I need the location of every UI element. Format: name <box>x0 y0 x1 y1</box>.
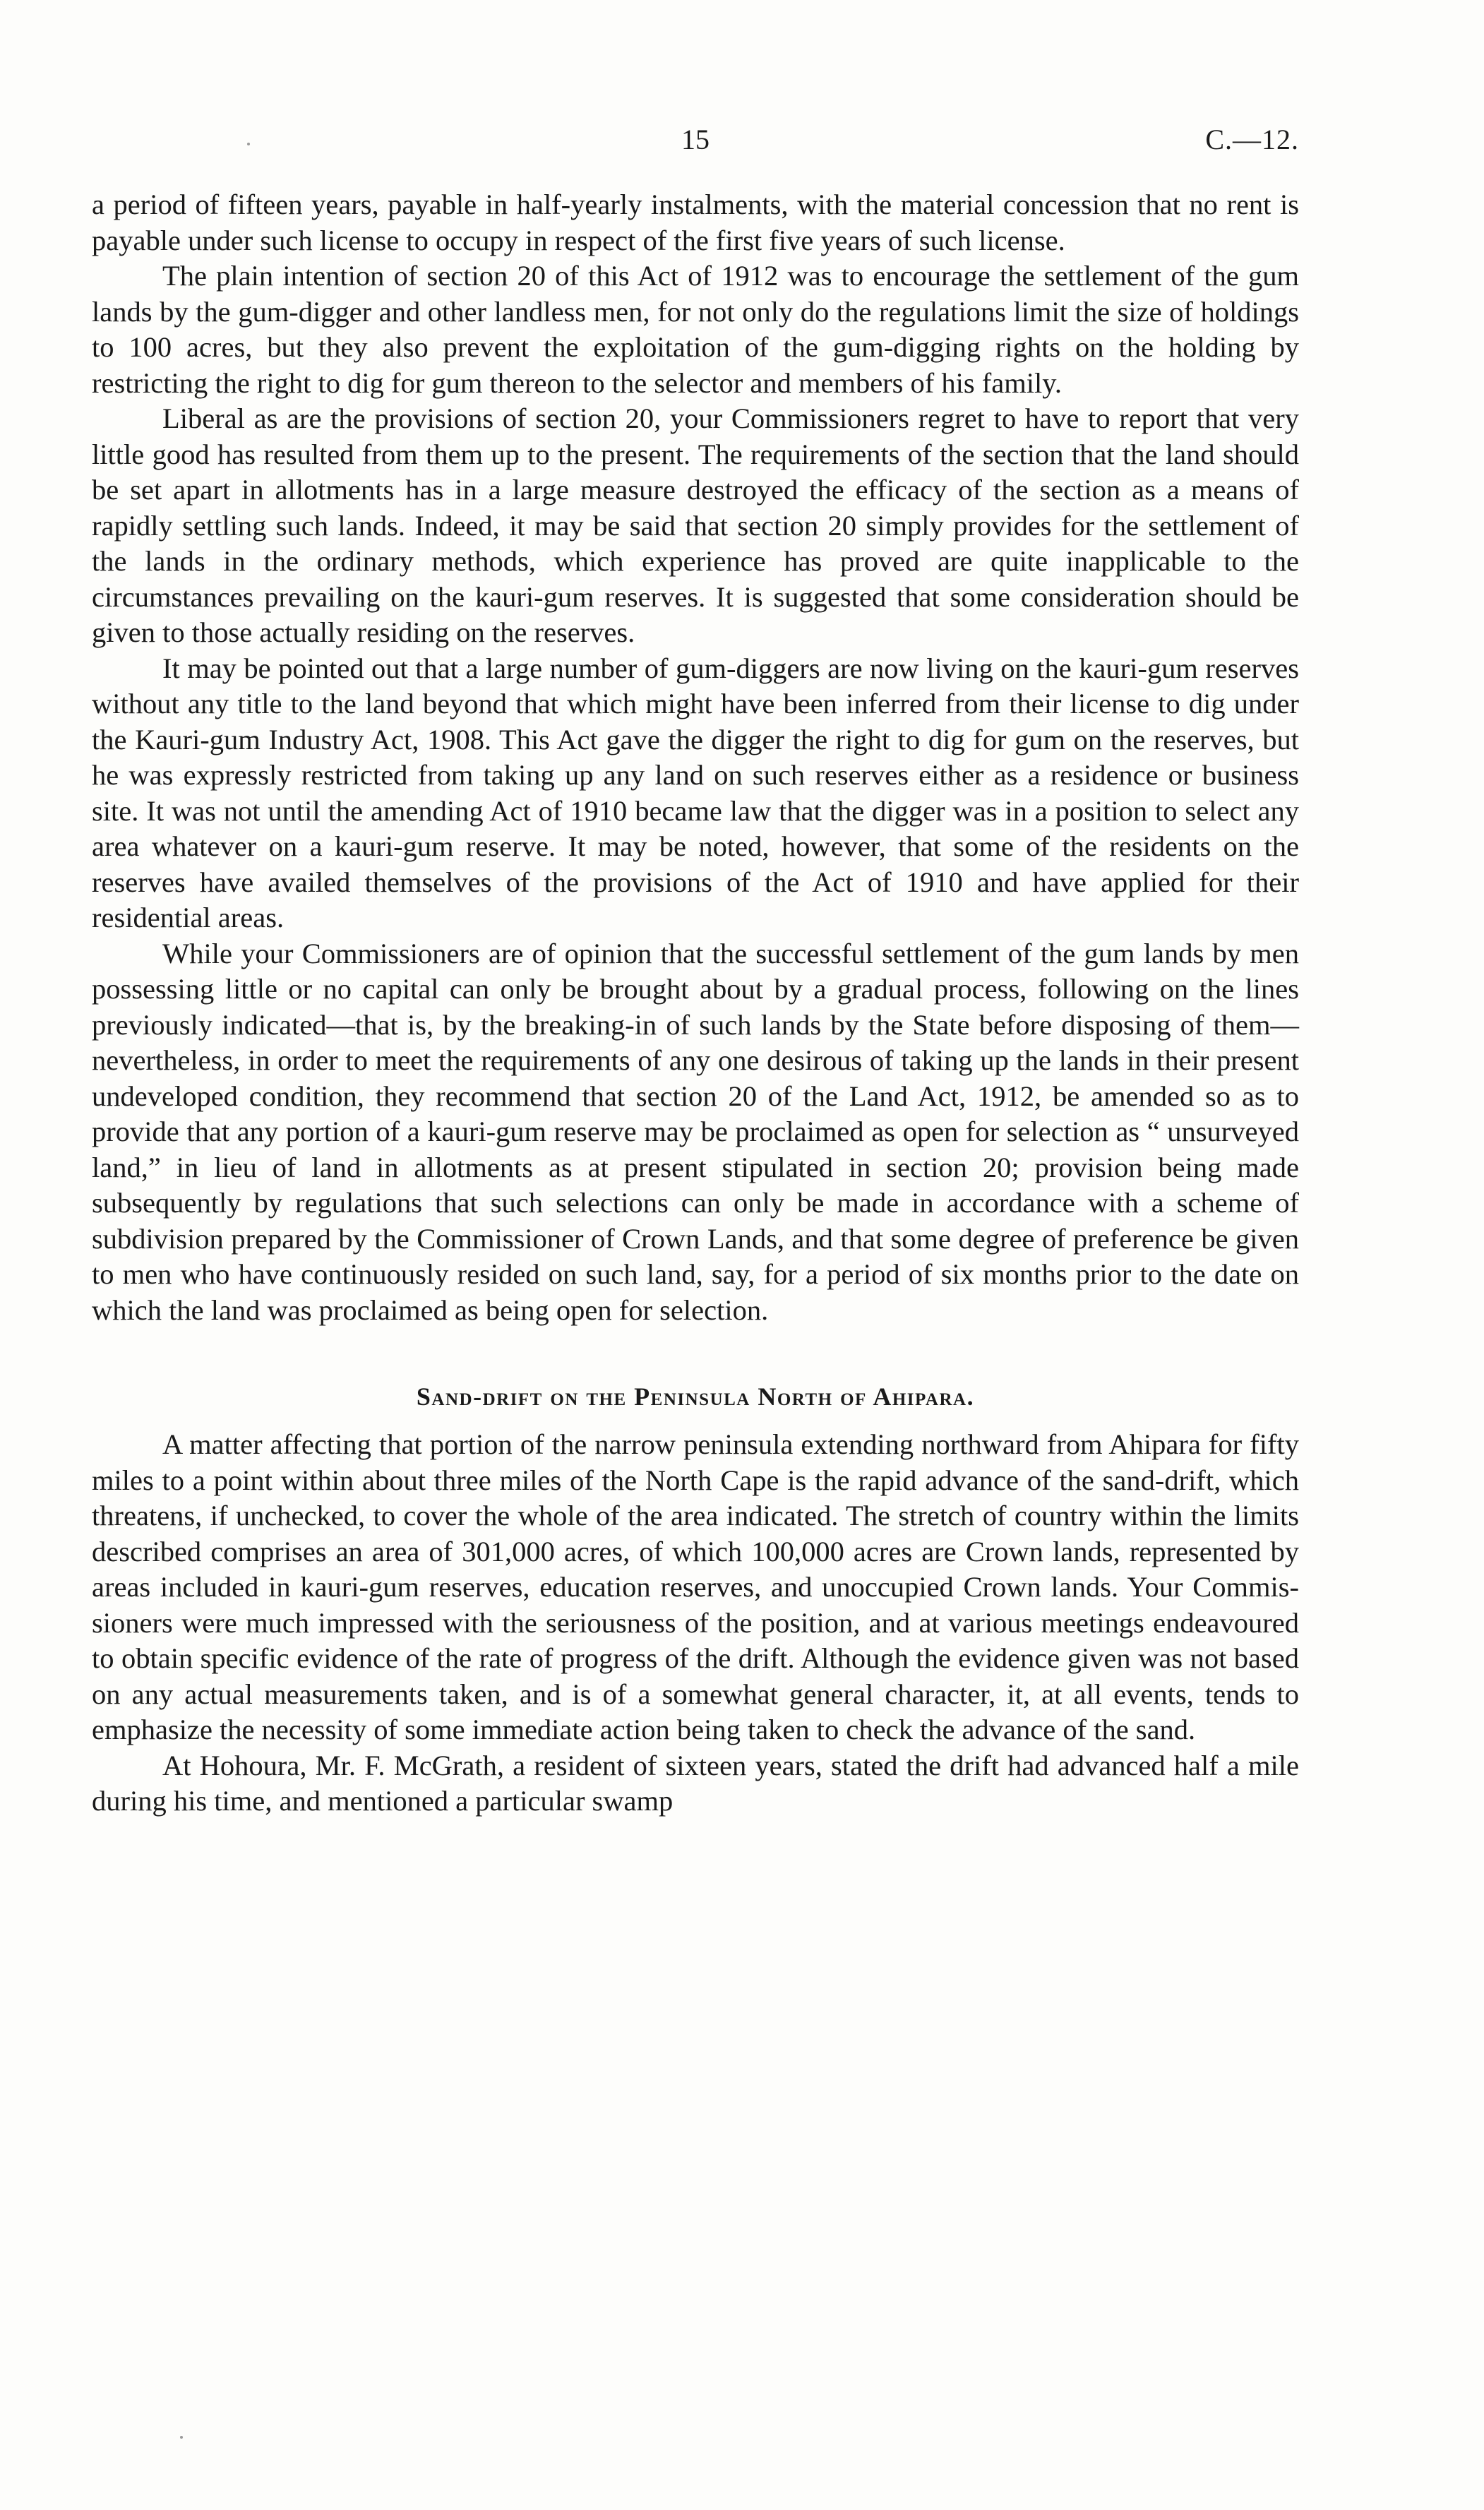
paragraph: While your Commissioners are of opinion that the successful settlement of the gum lands by men possessing little or no capital can only be brought about by a gradual process, following on the lines previously indicated—that is, by the breaking-in of such lands by the State before disposing of them—nevertheless, in order to meet the requirements of any one desirous of taking up the lands in their present undeveloped condition, they recommend that section 20 of the Land Act, 1912, be amended so as to provide that any portion of a kauri-gum reserve may be proclaimed as open for selection as “ unsurveyed land,” in lieu of land in allotments as at present stipulated in section 20; provision being made subsequently by regulations that such selections can only be made in accordance with a scheme of subdivision prepared by the Commissioner of Crown Lands, and that some degree of preference be given to men who have continuously resided on such land, say, for a period of six months prior to the date on which the land was proclaimed as being open for selection. <box>92 937 1299 1326</box>
page-number: 15 <box>681 124 710 155</box>
paragraph: Liberal as are the provisions of section 20, your Commissioners regret to have to report that very little good has resulted from them up to the present. The requirements of the section that the land should be set apart in allotments has in a large measure destroyed the efficacy of the section as a means of rapidly settling such lands. Indeed, it may be said that section 20 simply provides for the settlement of the lands in the ordinary methods, which experience has proved are quite inapplicable to the circumstances prevailing on the kauri-gum reserves. It is suggested that some consideration should be given to those actually residing on the reserves. <box>92 402 1299 648</box>
paragraph-continued: a period of fifteen years, payable in half-yearly instalments, with the material concession that no rent is payable under such license to occupy in respect of the first five years of such license. <box>92 189 1299 256</box>
scan-speck <box>247 143 250 145</box>
page-header <box>92 119 1299 161</box>
paragraph: It may be pointed out that a large number of gum-diggers are now living on the kauri-gum reserves without any title to the land beyond that which might have been inferred from their license to dig under the Kauri-gum Industry Act, 1908. This Act gave the digger the right to dig for gum on the reserves, but he was expressly restricted from taking up any land on such reserves either as a residence or business site. It was not until the amending Act of 1910 became law that the digger was in a position to select any area whatever on a kauri-gum reserve. It may be noted, however, that some of the residents on the reserves have availed themselves of the provisions of the Act of 1910 and have applied for their residential areas. <box>92 652 1299 933</box>
paragraph: The plain intention of section 20 of this Act of 1912 was to encourage the settlement of the gum lands by the gum-digger and other landless men, for not only do the regulations limit the size of holdings to 100 acres, but they also prevent the exploitation of the gum-digging rights on the holding by restricting the right to dig for gum thereon to the selector and members of his family. <box>92 260 1299 399</box>
section-heading: Sand-drift on the Peninsula North of Ahipara. <box>416 1382 975 1411</box>
paragraph: A matter affecting that portion of the narrow peninsula extending northward from Ahipara for fifty miles to a point within about three miles of the North Cape is the rapid advance of the sand-drift, which threatens, if unchecked, to cover the whole of the area indicated. The stretch of country within the limits described comprises an area of 301,000 acres, of which 100,000 acres are Crown lands, represented by areas included in kauri-gum reserves, education reserves, and unoccupied Crown lands. Your Commissioners were much impressed with the seriousness of the position, and at various meetings endeavoured to obtain specific evidence of the rate of progress of the drift. Although the evidence given was not based on any actual measurements taken, and is of a somewhat general character, it, at all events, tends to emphasize the necessity of some immediate action being taken to check the advance of the sand. <box>92 1428 1299 1745</box>
scan-speck <box>180 2436 183 2439</box>
document-reference: C.—12. <box>1205 124 1299 155</box>
paragraph-truncated: At Hohoura, Mr. F. McGrath, a resident of sixteen years, stated the drift had advanced half a mile during his time, and mentioned a particular swamp <box>92 1749 1299 1817</box>
body-text <box>92 187 1299 1819</box>
